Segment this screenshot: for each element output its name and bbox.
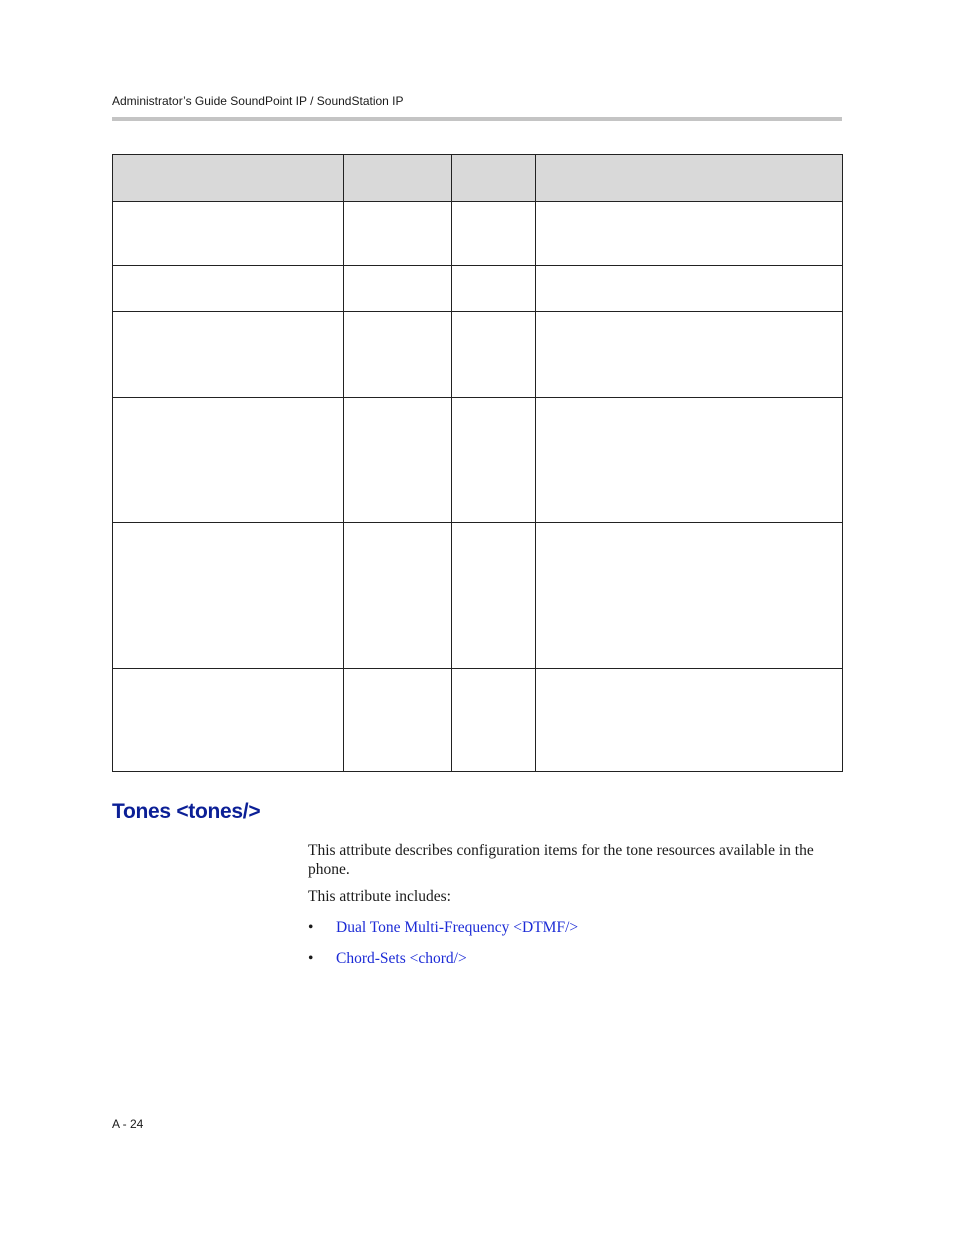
table-cell	[113, 312, 344, 398]
table-cell	[344, 312, 452, 398]
includes-list	[308, 918, 578, 980]
table-cell	[536, 398, 843, 523]
table-row	[113, 266, 843, 312]
section-intro-paragraph: This attribute describes configuration items for the tone resources available in the phone.	[308, 842, 814, 878]
bullet-icon: •	[308, 919, 314, 936]
dtmf-link[interactable]: Dual Tone Multi-Frequency <DTMF/>	[336, 919, 579, 936]
page-number: A - 24	[112, 1117, 144, 1131]
running-header: Administrator’s Guide SoundPoint IP / SoundStation IP	[112, 94, 404, 108]
table-cell	[536, 523, 843, 669]
table-row	[113, 669, 843, 772]
parameter-table	[112, 154, 843, 772]
table-row	[113, 523, 843, 669]
table-cell	[452, 523, 536, 669]
table-cell	[536, 202, 843, 266]
table-cell	[113, 398, 344, 523]
chord-sets-link[interactable]: Chord-Sets <chord/>	[336, 950, 467, 967]
table-row	[113, 312, 843, 398]
table-cell	[344, 266, 452, 312]
table-cell	[113, 266, 344, 312]
table-header-cell	[344, 155, 452, 202]
table-cell	[344, 202, 452, 266]
table-header-cell	[452, 155, 536, 202]
list-item	[308, 949, 578, 980]
table-header-row	[113, 155, 843, 202]
table-cell	[536, 266, 843, 312]
table-cell	[344, 398, 452, 523]
table-cell	[452, 202, 536, 266]
header-rule	[112, 117, 842, 121]
table-header-cell	[113, 155, 344, 202]
includes-label: This attribute includes:	[308, 888, 451, 905]
table-cell	[536, 669, 843, 772]
table-row	[113, 202, 843, 266]
table-cell	[113, 669, 344, 772]
table-row	[113, 398, 843, 523]
table-cell	[452, 312, 536, 398]
table-cell	[452, 266, 536, 312]
table-cell	[452, 398, 536, 523]
table-cell	[344, 669, 452, 772]
table-header-cell	[536, 155, 843, 202]
list-item	[308, 918, 578, 949]
table-cell	[113, 202, 344, 266]
table-cell	[113, 523, 344, 669]
table-cell	[452, 669, 536, 772]
table-cell	[344, 523, 452, 669]
table-cell	[536, 312, 843, 398]
bullet-icon: •	[308, 950, 314, 967]
section-title: Tones <tones/>	[112, 800, 261, 823]
